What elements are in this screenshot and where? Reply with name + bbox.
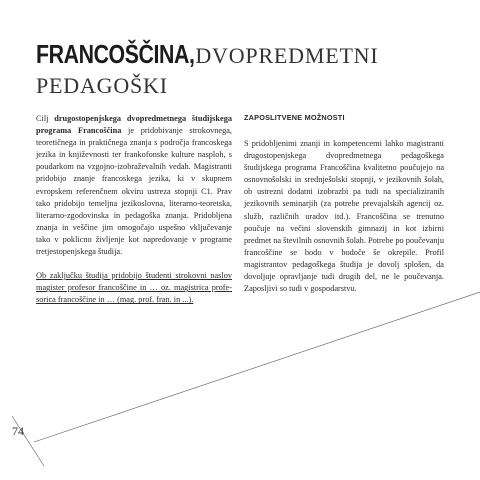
title-line-1 xyxy=(36,39,456,74)
page-number: 74 xyxy=(12,424,24,438)
desc-body: je pridobivanje strokovnega, teoretičnega in praktičnega znanja s področja francoskega jezika in književnosti ter frankofonske kulture nasploh, s poudarkom na vzgojno-izobraževalnih vedah. Magistranti pridobijo znanje francoskega jezika, ki v skupnem evropskem referenčnem okviru ustreza stopnji C1. Prav tako pridobijo temeljna jezikoslovna, literarno-teoretska, literarno-zgodovinska in pedagoška znanja. Pridobljena znanja in veščine jim omogočajo uspešno vključevanje tako v poklicno življenje kot napredovanje v programe tretjestopenjskega študija. xyxy=(36,126,232,257)
right-column xyxy=(244,113,444,295)
title-light: DVOPREDMETNI xyxy=(195,43,379,68)
employment-heading: ZAPOSLITVENE MOŽNOSTI xyxy=(244,113,345,122)
title-bold: FRANCOŠČINA, xyxy=(36,39,195,69)
program-description xyxy=(36,113,232,258)
left-column xyxy=(36,113,232,306)
degree-title-paragraph: Ob zaključku študija pridobijo študenti strokovni naslov magister profesor francoščine in … oz. magistrica profesorica francoščine in … (mag. prof. fran. in ...). xyxy=(36,271,232,305)
desc-program-name: drugostopenjskega dvopredmetnega študijskega programa Francoščina xyxy=(36,114,232,136)
employment-paragraph: S pridobljenimi znanji in kompetencemi lahko magistranti drugostopenjskega dvopredmetnega pedagoškega študijskega programa Francoščina kvalitetno poučujejo na osnovnošolski in srednješolski stopnji, v jezikovnih šolah, ob ustrezni dodatni izobrazbi pa tudi na specializiranih jezikovnih seminarjih (za potrebe prevajalskih agencij oz. služb, različnih uradov itd.). Francoščina se trenutno poučuje na večini slovenskih gimnazij in kot izbirni predmet na številnih osnovnih šolah. Potrebe po poučevanju francoščine se bodo v bodoče še okrepile. Profil magistrantov pedagoškega študija je dovolj splošen, da dovoljuje opravljanje tudi drugih del, ne le poučevanja. Zaposljivi so tudi v gospodarstvu. xyxy=(244,139,445,294)
page-title xyxy=(36,39,456,98)
diagonal-line-long xyxy=(34,292,480,442)
desc-intro: Cilj xyxy=(36,114,55,123)
title-line-2: PEDAGOŠKI xyxy=(36,73,168,98)
